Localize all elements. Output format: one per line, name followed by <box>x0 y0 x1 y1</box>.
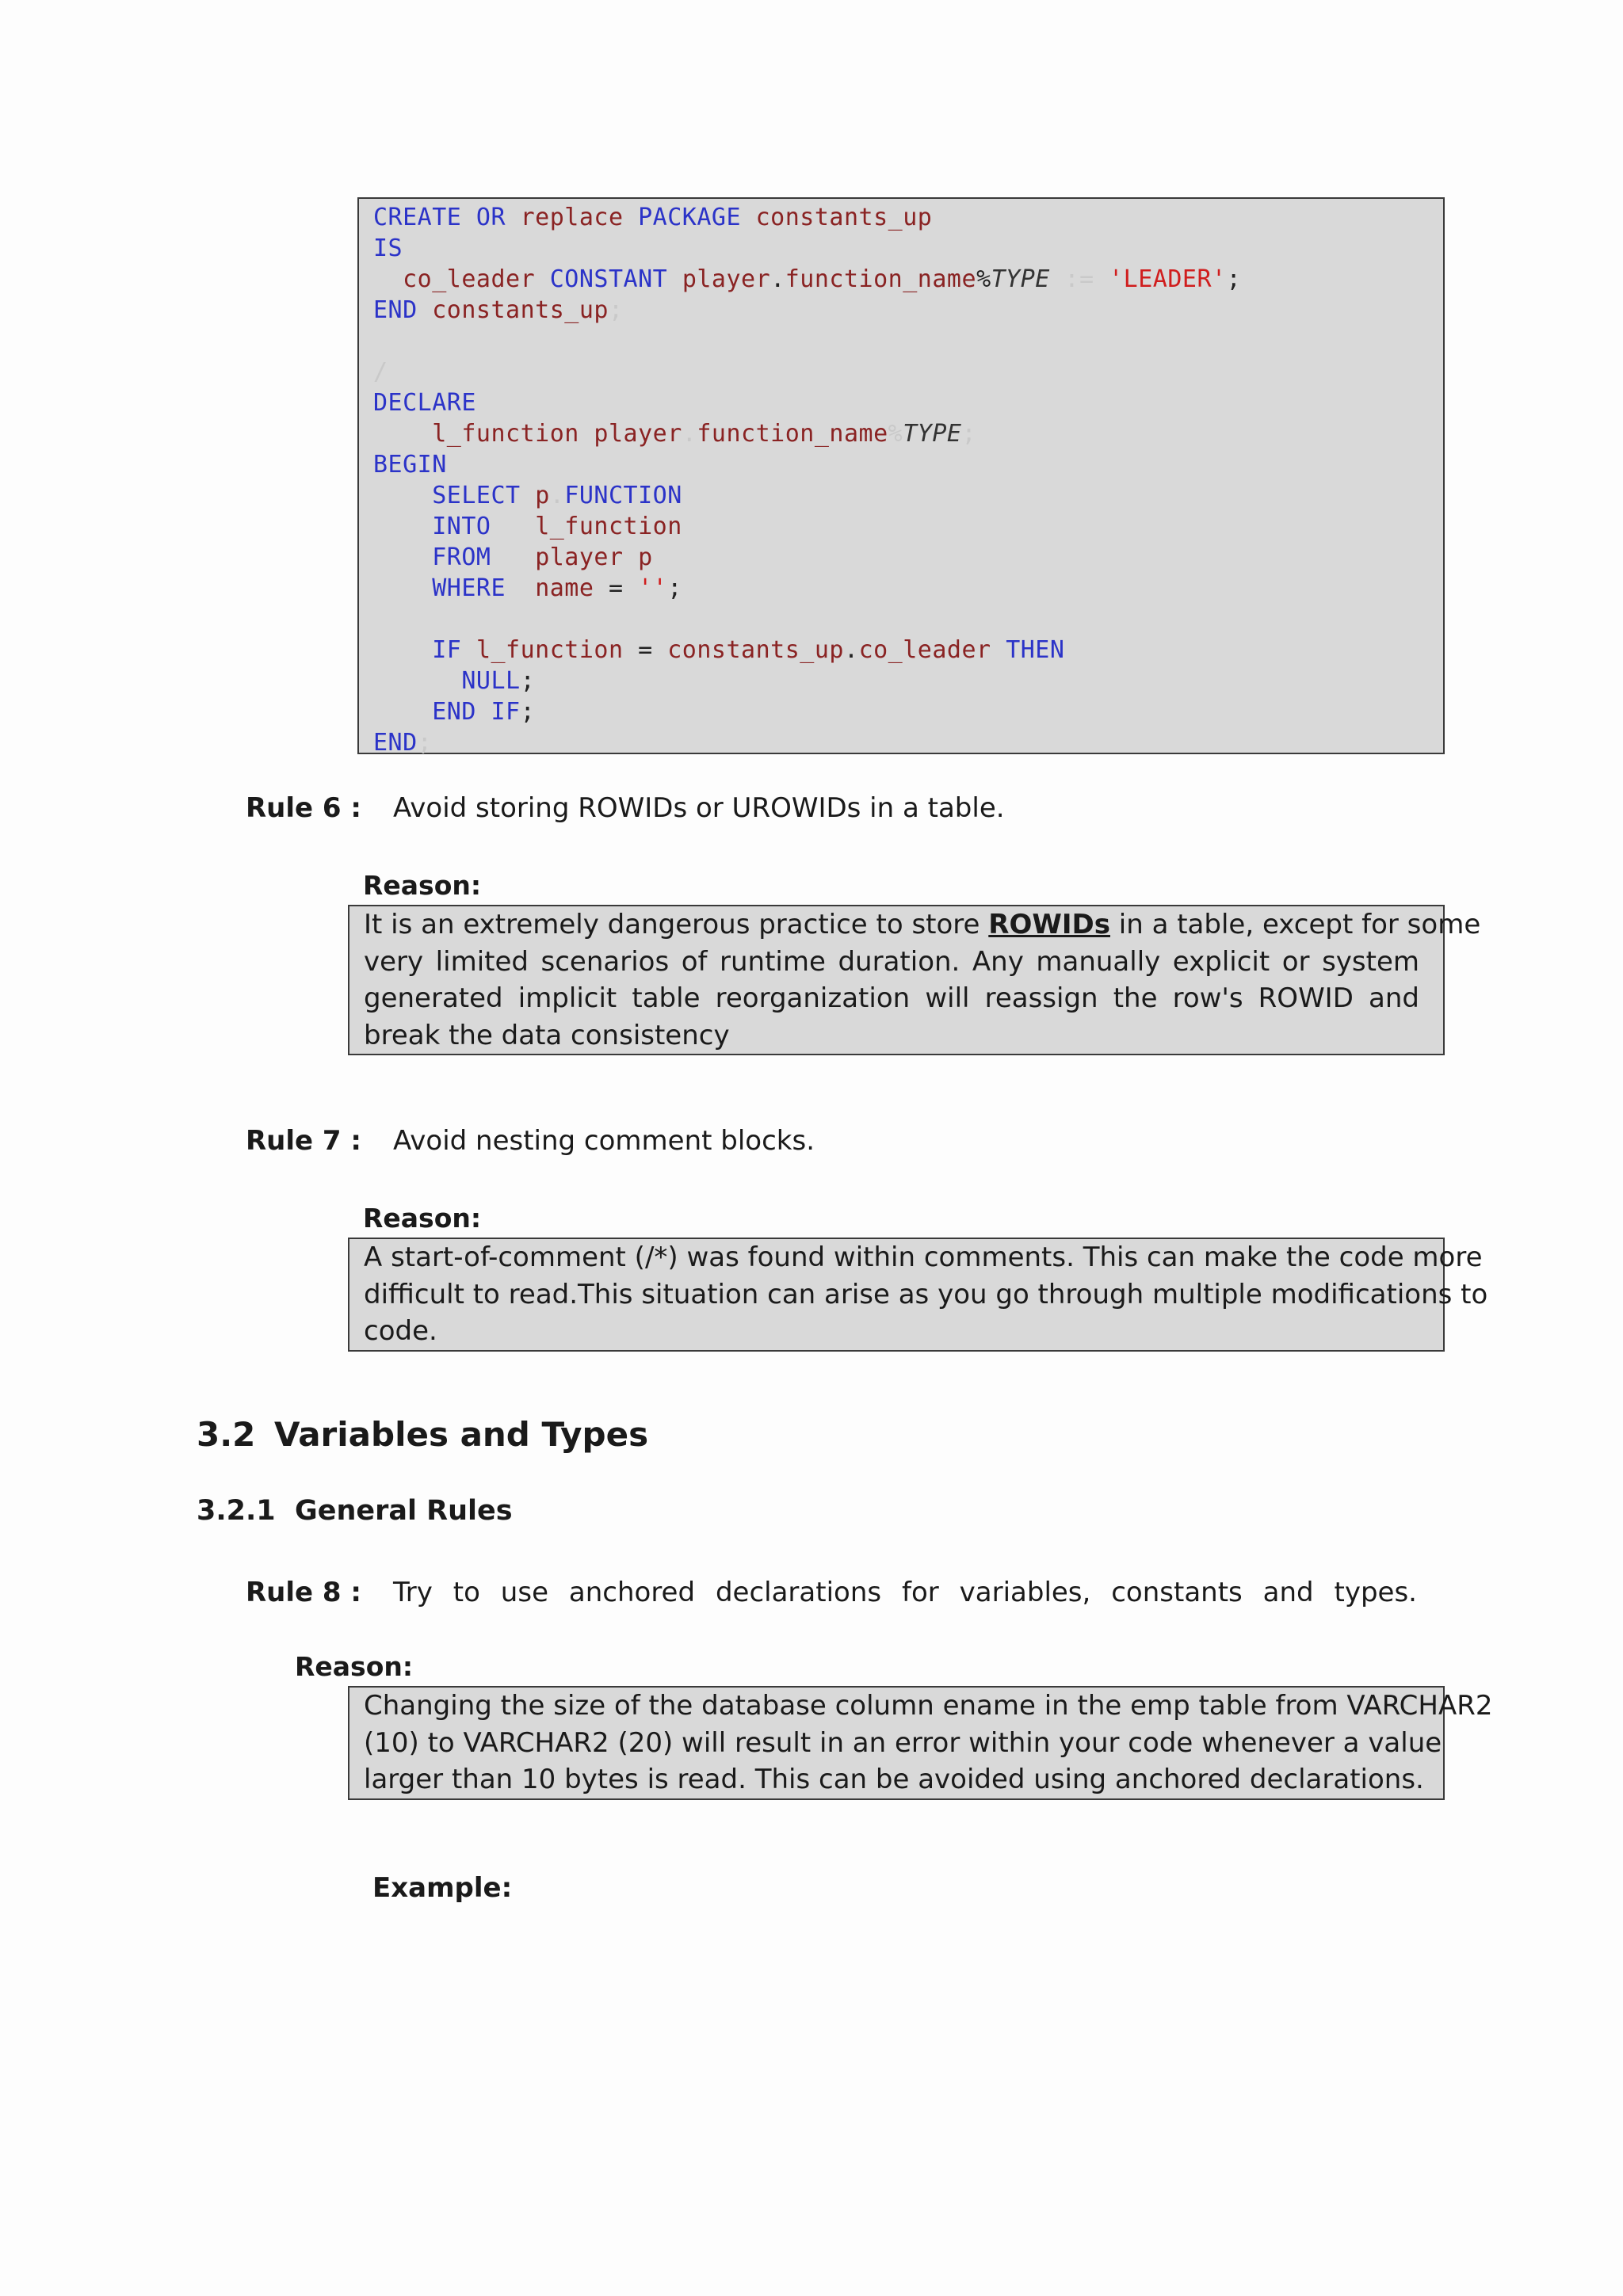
code-token: l_function player <box>373 420 682 448</box>
code-token: . <box>770 265 785 293</box>
code-token: constants_up <box>432 296 609 324</box>
subsection-heading: 3.2.1 General Rules <box>197 1495 513 1527</box>
code-token: co_leader <box>858 636 1006 664</box>
reason-line: generated implicit table reorganization will reassign the row's ROWID and <box>364 982 1419 1014</box>
code-token: 'LEADER' <box>1109 265 1227 293</box>
code-token: . <box>549 482 565 509</box>
code-line <box>373 449 1443 480</box>
code-line <box>373 635 1443 666</box>
code-line <box>373 573 1443 604</box>
code-token: FUNCTION <box>564 482 682 509</box>
reason-line: (10) to VARCHAR2 (20) will result in an error within your code whenever a value <box>364 1726 1442 1759</box>
code-token: INTO <box>373 513 536 540</box>
code-token: PACKAGE <box>638 204 756 231</box>
rule-6-text: Avoid storing ROWIDs or UROWIDs in a table. <box>393 792 1005 824</box>
code-token: function_name <box>785 265 977 293</box>
code-token: function_name <box>697 420 888 448</box>
code-token: IF <box>373 636 476 664</box>
code-token: ; <box>1226 265 1242 293</box>
rule-8-reason-box <box>348 1686 1493 1800</box>
code-token: BEGIN <box>373 451 447 479</box>
code-token: FROM <box>373 543 536 571</box>
code-token: CONSTANT <box>549 265 682 293</box>
rule-7-reason-box <box>348 1238 1488 1352</box>
reason-line: Changing the size of the database column ename in the emp table from VARCHAR2 <box>364 1690 1493 1722</box>
reason-line: A start-of-comment (/*) was found within comments. This can make the code more <box>364 1241 1483 1273</box>
code-line <box>373 202 1443 233</box>
rule-8-label: Rule 8 : <box>246 1577 362 1608</box>
code-token: constants_up <box>755 204 933 231</box>
code-token: name <box>535 574 609 602</box>
reason-line: very limited scenarios of runtime duration. Any manually explicit or system <box>364 945 1419 978</box>
rule-7-reason-label: Reason: <box>363 1203 482 1234</box>
code-token: co_leader <box>373 265 550 293</box>
example-label: Example: <box>372 1872 513 1904</box>
code-token: ; <box>667 574 682 602</box>
code-token: ; <box>417 729 433 757</box>
code-block <box>357 197 1445 757</box>
code-token: % <box>888 420 903 448</box>
code-token: TYPE <box>991 265 1050 293</box>
code-token: SELECT <box>373 482 536 509</box>
code-token: END <box>373 296 433 324</box>
code-line <box>373 696 1443 727</box>
rule-8-reason-label: Reason: <box>295 1651 414 1682</box>
code-token: CREATE OR <box>373 204 521 231</box>
code-line <box>373 604 1443 635</box>
code-token: . <box>844 636 859 664</box>
code-line <box>373 666 1443 696</box>
code-token: TYPE <box>903 420 962 448</box>
code-token: DECLARE <box>373 389 476 417</box>
code-token: NULL <box>373 667 521 695</box>
section-heading: 3.2 Variables and Types <box>197 1415 649 1454</box>
code-token: . <box>682 420 697 448</box>
code-token: = <box>638 636 668 664</box>
code-line <box>373 480 1443 511</box>
rule-6-reason-label: Reason: <box>363 870 482 901</box>
code-line <box>373 326 1443 357</box>
code-line <box>373 357 1443 387</box>
code-token: p <box>535 482 550 509</box>
rule-8-text: Try to use anchored declarations for variables, constants and types. <box>393 1577 1417 1608</box>
reason-line: It is an extremely dangerous practice to store ROWIDs in a table, except for some <box>364 909 1481 940</box>
code-line <box>373 727 1443 758</box>
code-token: IS <box>373 235 403 262</box>
reason-line: larger than 10 bytes is read. This can be avoided using anchored declarations. <box>364 1764 1424 1795</box>
reason-line: difficult to read.This situation can arise as you go through multiple modifications to <box>364 1278 1488 1310</box>
code-line <box>373 387 1443 418</box>
code-token: THEN <box>1006 636 1065 664</box>
reason-line: break the data consistency <box>364 1019 730 1051</box>
code-token: '' <box>638 574 668 602</box>
code-token: := <box>1049 265 1109 293</box>
code-token: player <box>682 265 771 293</box>
code-token: = <box>609 574 639 602</box>
code-token: / <box>373 358 388 386</box>
code-token: ; <box>520 698 536 726</box>
code-token: ; <box>520 667 536 695</box>
code-line <box>373 511 1443 542</box>
rule-6-reason-box <box>348 905 1481 1055</box>
code-token: l_function <box>535 513 682 540</box>
code-token: ; <box>961 420 977 448</box>
code-line <box>373 233 1443 264</box>
code-token: END <box>373 729 418 757</box>
code-line <box>373 542 1443 573</box>
code-token: l_function <box>475 636 639 664</box>
rule-7-text: Avoid nesting comment blocks. <box>393 1125 815 1157</box>
code-token: WHERE <box>373 574 536 602</box>
reason-line: code. <box>364 1315 437 1347</box>
code-token: % <box>976 265 991 293</box>
code-token: player p <box>535 543 653 571</box>
code-token: replace <box>520 204 639 231</box>
rule-6-label: Rule 6 : <box>246 792 362 824</box>
rowids-emphasis: ROWIDs <box>988 909 1110 940</box>
code-token: constants_up <box>667 636 844 664</box>
rule-7-label: Rule 7 : <box>246 1125 362 1157</box>
code-line <box>373 264 1443 295</box>
code-token: ; <box>609 296 624 324</box>
code-token: END IF <box>373 698 521 726</box>
code-line <box>373 418 1443 449</box>
code-line <box>373 295 1443 326</box>
